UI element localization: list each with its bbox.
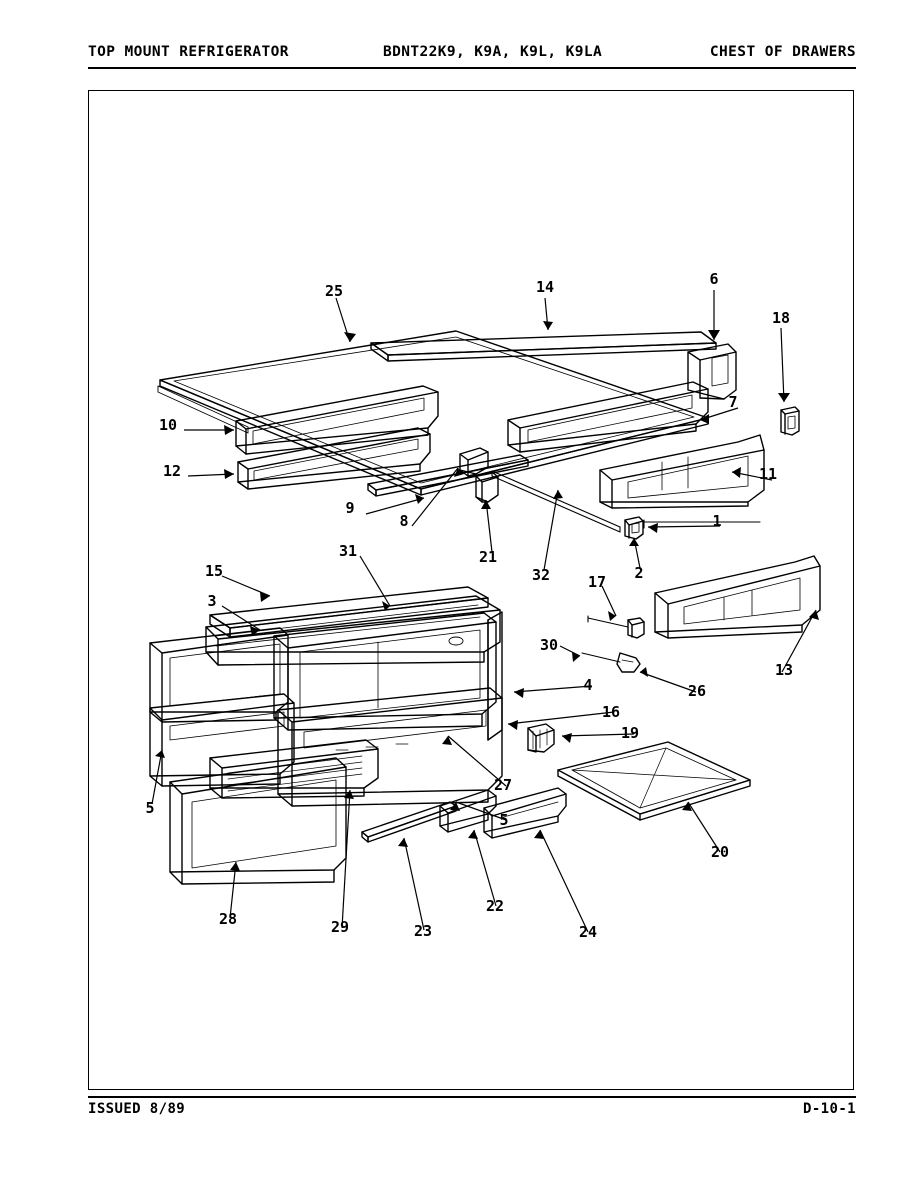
part-clip-26 — [617, 653, 640, 672]
part-drawer-3 — [150, 628, 288, 722]
part-clip-17b — [628, 618, 644, 638]
header-model-numbers: BDNT22K9, K9A, K9L, K9LA — [383, 44, 603, 60]
callout-20: 20 — [710, 843, 730, 861]
callout-30: 30 — [539, 636, 559, 654]
page-footer — [88, 1096, 856, 1122]
callout-9: 9 — [345, 499, 355, 517]
callout-2: 2 — [634, 564, 644, 582]
part-rod-30 — [582, 653, 620, 662]
part-clip-18 — [781, 407, 799, 435]
callout-13: 13 — [774, 661, 794, 679]
footer-issued-date: ISSUED 8/89 — [88, 1101, 186, 1117]
part-grille-29 — [210, 740, 378, 798]
callout-27: 27 — [493, 776, 513, 794]
part-rail-6 — [688, 344, 736, 399]
callout-7: 7 — [728, 393, 738, 411]
callout-21: 21 — [478, 548, 498, 566]
callout-1: 1 — [712, 512, 722, 530]
callout-6: 6 — [709, 270, 719, 288]
callout-11: 11 — [758, 465, 778, 483]
callout-4: 4 — [583, 676, 593, 694]
part-shelf-panel-14 — [160, 331, 708, 495]
callout-16: 16 — [601, 703, 621, 721]
callout-14: 14 — [535, 278, 555, 296]
footer-rule — [88, 1096, 856, 1098]
callout-28: 28 — [218, 910, 238, 928]
part-knob-19 — [528, 724, 554, 752]
callout-29: 29 — [330, 918, 350, 936]
part-slide-9 — [368, 455, 528, 496]
callout-31: 31 — [338, 542, 358, 560]
callout-32: 32 — [531, 566, 551, 584]
callout-19: 19 — [620, 724, 640, 742]
callout-5-left: 5 — [145, 799, 155, 817]
page-header — [88, 44, 856, 70]
callout-18: 18 — [771, 309, 791, 327]
header-rule — [88, 67, 856, 69]
header-model-category: TOP MOUNT REFRIGERATOR — [88, 44, 289, 60]
part-top-cover-15 — [206, 596, 500, 665]
callout-17: 17 — [587, 573, 607, 591]
exploded-assembly-drawing — [88, 90, 854, 1090]
part-rail-13 — [655, 556, 820, 638]
callout-8: 8 — [399, 512, 409, 530]
callout-10: 10 — [158, 416, 178, 434]
part-rail-7 — [508, 382, 708, 452]
callout-12: 12 — [162, 462, 182, 480]
callout-25: 25 — [324, 282, 344, 300]
header-section-title: CHEST OF DRAWERS — [709, 44, 856, 60]
callout-26: 26 — [687, 682, 707, 700]
callout-24: 24 — [578, 923, 598, 941]
part-door-28 — [170, 758, 346, 884]
part-cover-20 — [558, 742, 750, 820]
footer-page-number: D-10-1 — [803, 1101, 856, 1117]
part-clip-2 — [625, 517, 643, 539]
part-rod-17 — [588, 616, 628, 627]
callout-3: 3 — [207, 592, 217, 610]
callout-15: 15 — [204, 562, 224, 580]
callout-5-right: 5 — [499, 811, 509, 829]
callout-23: 23 — [413, 922, 433, 940]
callout-22: 22 — [485, 897, 505, 915]
